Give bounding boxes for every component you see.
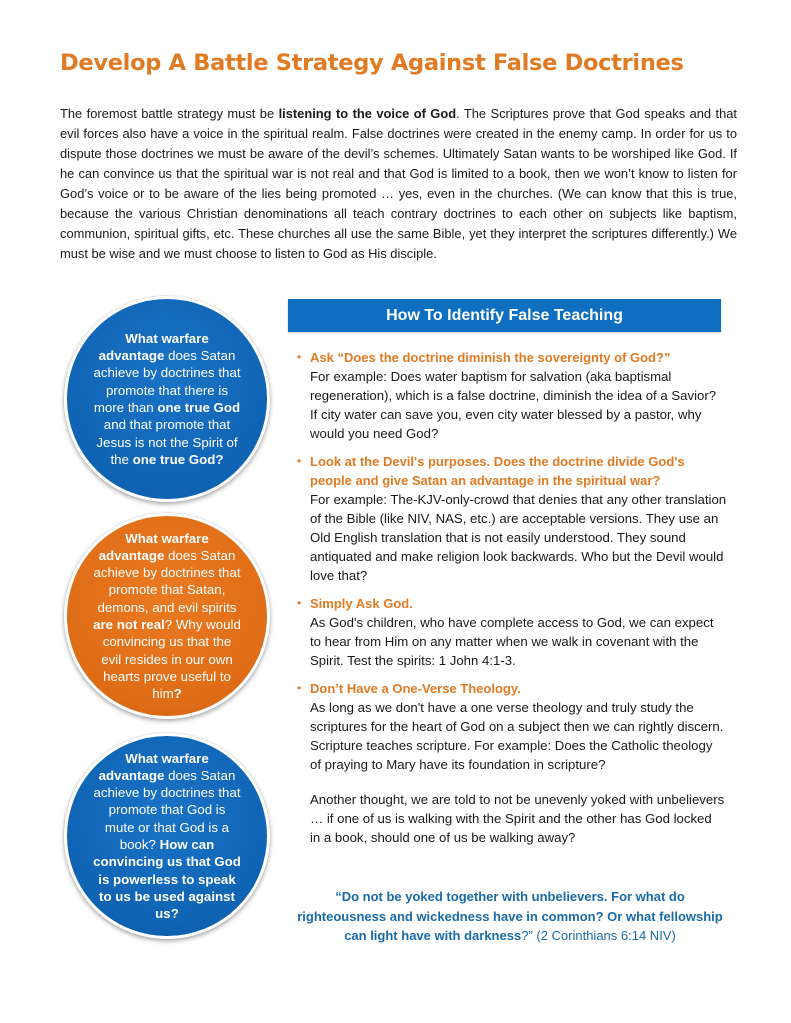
circle-heading: What warfare advantage xyxy=(98,330,209,364)
list-item xyxy=(297,348,727,443)
bullet-icon: • xyxy=(297,681,302,695)
list-item-body: For example: The-KJV-only-crowd that denies that any other translation of the Bible (like NIV, NAS, etc.) are acceptable versions. They use an Old English translation that is not easily understood. They sound antiquated and make religion look backwards. Who but the Devil would love that? xyxy=(310,492,727,583)
quote-text: “Do not be yoked together with unbelievers. For what do righteousness and wickedness have in common? Or what fellowship can light have with darkness xyxy=(297,889,723,943)
question-circle-evil-not-real xyxy=(64,513,270,719)
list-item-body: For example: Does water baptism for salvation (aka baptismal regeneration), which is a false doctrine, diminish the idea of a Savior? If city water can save you, even city water blessed by a pastor, why would you need God? xyxy=(310,369,717,441)
bullet-icon: • xyxy=(297,596,302,610)
list-item xyxy=(297,679,727,774)
list-item-heading: Look at the Devil's purposes. Does the doctrine divide God's people and give Satan an advantage in the spiritual war? xyxy=(310,454,685,488)
circle-text: and that promote that Jesus is not the Spirit of the xyxy=(96,417,238,467)
circle-emphasis: How can convincing us that God is powerless to speak to us be used against us? xyxy=(93,837,241,922)
circle-text: does Satan achieve by doctrines that promote that there is more than xyxy=(93,348,241,415)
circle-text: does Satan achieve by doctrines that promote that God is mute or that God is a book? xyxy=(93,767,241,852)
intro-emphasis: listening to the voice of God xyxy=(278,106,457,121)
bullet-icon: • xyxy=(297,350,302,364)
list-item-heading: Don’t Have a One-Verse Theology. xyxy=(310,681,521,696)
circle-emphasis: are not real xyxy=(93,617,165,632)
page-title: Develop A Battle Strategy Against False Doctrines xyxy=(60,50,684,76)
circle-emphasis: ? xyxy=(173,686,182,702)
scripture-quote xyxy=(290,887,730,946)
false-teaching-list xyxy=(297,348,727,783)
intro-text-start: The foremost battle strategy must be xyxy=(60,106,279,121)
circle-emphasis: one true God? xyxy=(132,451,224,467)
quote-reference: ?” (2 Corinthians 6:14 NIV) xyxy=(521,928,676,943)
circle-heading: What warfare advantage xyxy=(98,530,209,563)
list-item xyxy=(297,594,727,670)
intro-text-rest: . The Scriptures prove that God speaks and that evil forces also have a voice in the spiritual realm. False doctrines were created in the enemy camp. In order for us to dispute those doctrines we must be aware of the devil’s schemes. Ultimately Satan wants to be worshiped like God. If he can convince us that the spiritual war is not real and that God is limited to a book, then we won’t know to listen for God’s voice or to be aware of the lies being promoted … yes, even in the churches. (We can know that this is true, because the various Christian denominations all teach contrary doctrines to each other on subjects like baptism, communion, spiritual gifts, etc. These churches all use the same Bible, yet they interpret the scriptures differently.) We must be wise and we must choose to listen to God as His disciple. xyxy=(60,106,738,261)
circle-text: ? Why would convincing us that the evil resides in our own hearts prove useful to him xyxy=(101,617,241,702)
list-item xyxy=(297,452,727,585)
list-item-body: As God's children, who have complete access to God, we can expect to hear from Him on any matter when we walk in covenant with the Spirit. Test the spirits: 1 John 4:1-3. xyxy=(310,615,714,668)
question-circle-god-mute xyxy=(64,733,270,939)
panel-header: How To Identify False Teaching xyxy=(288,299,721,332)
another-thought-paragraph: Another thought, we are told to not be unevenly yoked with unbelievers … if one of us is walking with the Spirit and the other has God locked in a book, should one of us be walking away? xyxy=(310,792,725,845)
circle-text: does Satan achieve by doctrines that promote that Satan, demons, and evil spirits xyxy=(93,547,241,615)
circle-emphasis: one true God xyxy=(157,400,241,415)
circle-heading: What warfare advantage xyxy=(98,750,209,783)
list-item-body: As long as we don't have a one verse theology and truly study the scriptures for the heart of God on a subject then we can rightly discern. Scripture teaches scripture. For example: Does the Catholic theology of praying to Mary have its foundation in scripture? xyxy=(310,700,724,772)
list-item-heading: Simply Ask God. xyxy=(310,596,413,611)
intro-paragraph xyxy=(60,104,737,264)
list-item-heading: Ask “Does the doctrine diminish the sovereignty of God?” xyxy=(310,350,671,365)
question-circle-multiple-gods xyxy=(64,296,270,502)
bullet-icon: • xyxy=(297,454,302,468)
